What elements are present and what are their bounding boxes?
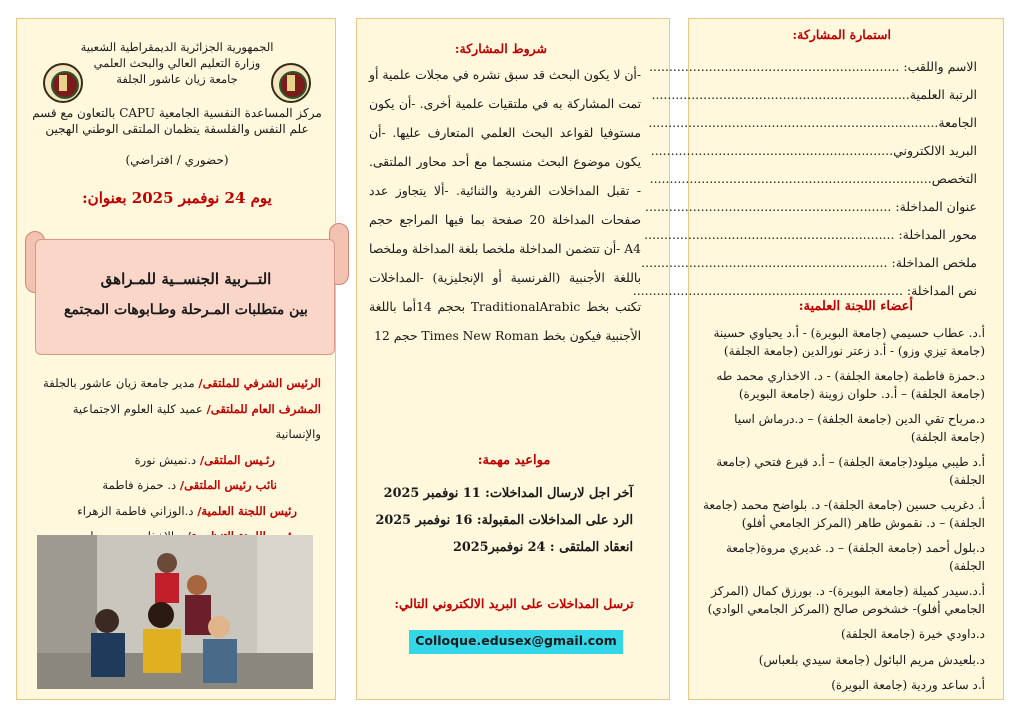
dates-list (373, 480, 633, 561)
title-line-1: التــربية الجنســية للمـراهق (100, 270, 272, 288)
role-vice-president (25, 473, 321, 499)
committee-member: د.حمزة فاطمة (جامعة الجلفة) - د. الاخذاري محمد طه (جامعة الجلفة) – أ.د. حلوان زوينة (جامعة البويرة) (716, 369, 985, 401)
role-label: نائب رئيس الملتقى/ (179, 478, 277, 492)
conditions-title: شروط المشاركة: (454, 41, 547, 56)
role-label: المشرف العام للملتقى/ (206, 401, 321, 416)
email-address[interactable]: Colloque.edusex@gmail.com (415, 633, 617, 648)
form-title: استمارة المشاركة: (792, 27, 891, 42)
role-supervisor (25, 397, 321, 448)
committee-member: د.بلول أحمد (جامعة الجلفة) – د. غديري مروة(جامعة الجلفة) (725, 541, 985, 573)
roles-list (25, 371, 321, 550)
header-block (77, 39, 277, 87)
date-conference: انعقاد الملتقى : 24 نوفمبر2025 (452, 540, 633, 555)
conditions-text: -أن لا يكون البحث قد سبق نشره في مجلات علمية أو تمت المشاركة به في ملتقيات علمية أخرى. -أن يكون مستوفيا لقواعد البحث العلمي المتعارف عليها. -أن يكون موضوع البحث منسجما مع أحد محاور الملتقى. - تقبل المداخلات الفردية والثنائية. -ألا يتجاوز عدد صفحات المداخلة 20 صفحة بما فيها المراجع حجم A4 -أن تتضمن المداخلة ملخصا بلغة المداخلة وملخصا باللغة الأجنبية (الفرنسية أو الإنجليزية) -المداخلات تكتب بخط TraditionalArabic بحجم 14أما باللغة الأجنبية فيكون بخط Times New Roman حجم 12 (369, 68, 641, 343)
form-field-text: نص المداخلة: .................................................................... (632, 283, 977, 298)
university-logo-right-icon (271, 63, 311, 103)
committee-member: أ. دغريب حسين (جامعة الجلفة)- د. بلواضح محمد (جامعة الجلفة) – د. نقموش طاهر (المركز الجامعي أفلو) (702, 498, 985, 530)
committee-list (699, 325, 985, 695)
teenagers-photo (37, 535, 313, 689)
committee-member: د.داودي خيرة (جامعة الجلفة) (840, 627, 985, 641)
event-mode: (حضوري / افتراضي) (125, 153, 229, 167)
middle-panel (356, 18, 670, 700)
organizer-text (23, 105, 331, 137)
date-acceptance: الرد على المداخلات المقبولة: 16 نوفمبر 2025 (375, 513, 633, 528)
email-intro: ترسل المداخلات على البريد الالكتروني التالي: (394, 596, 634, 611)
form-field-specialty: التخصص....................................................................... (649, 171, 977, 186)
committee-member: أ.د.سيدر كميلة (جامعة البويرة)- د. بورزق كمال (المركز الجامعي أفلو)- خشخوص صالح (المركز الجامعي الوادي) (707, 584, 985, 616)
role-label: رئـيس الملتقى/ (199, 452, 275, 467)
role-value: د. حمزة فاطمة (102, 478, 180, 492)
organizer-line-1: مركز المساعدة النفسية الجامعية CAPU بالتعاون مع قسم (32, 106, 322, 120)
form-field-title: عنوان المداخلة: .............................................................. (645, 199, 977, 214)
date-deadline: آخر اجل لارسال المداخلات: 11 نوفمبر 2025 (383, 486, 633, 501)
role-value: د.نميش نورة (134, 452, 200, 467)
role-value: عميد كلية العلوم الاجتماعية والإنسانية (72, 401, 321, 441)
committee-member: د.مرباح تقي الدين (جامعة الجلفة) – د.درماش اسيا (جامعة الجلفة) (734, 412, 985, 444)
role-president (25, 448, 321, 474)
form-field-rank: الرتبة العلمية................................................................. (651, 87, 977, 102)
form-field-summary: ملخص المداخلة: .............................................................. (641, 255, 977, 270)
role-label: رئيس اللجنة العلمية/ (197, 503, 297, 518)
form-field-university: الجامعة......................................................................... (648, 115, 977, 130)
role-value: د.الوزاني فاطمة الزهراء (77, 503, 198, 518)
form-field-axis: محور المداخلة: ............................................................... (644, 227, 977, 242)
committee-member: أ.د طيبي ميلود(جامعة الجلفة) – أ.د قيرع فتحي (جامعة الجلفة) (716, 455, 985, 487)
title-scroll (35, 239, 335, 355)
committee-title: أعضاء اللجنة العلمية: (798, 299, 913, 314)
committee-member: أ.د ساعد وردية (جامعة البويرة) (831, 678, 985, 692)
header-university: جامعة زيان عاشور الجلفة (116, 72, 238, 86)
role-scientific-head (25, 499, 321, 525)
role-label: الرئيس الشرفي للملتقى/ (198, 376, 321, 390)
role-honorary (25, 371, 321, 397)
dates-title: مواعيد مهمة: (477, 453, 551, 468)
right-panel (632, 18, 1004, 700)
committee-member: أ.د. عطاب حسيمي (جامعة البويرة) - أ.د يحياوي حسينة (جامعة تيزي وزو) - أ.د زعتر نورالدين (جامعة الجلفة) (713, 326, 985, 358)
organizer-line-2: علم النفس والفلسفة ينظمان الملتقى الوطني الهجين (45, 122, 309, 136)
form-field-email: البريد الالكتروني............................................................. (650, 143, 977, 158)
form-fields (632, 53, 977, 305)
form-field-name: الاسم واللقب: ............................................................... (649, 59, 977, 74)
header-ministry: وزارة التعليم العالي والبحث العلمي (93, 56, 261, 70)
role-value: مدير جامعة زيان عاشور بالجلفة (43, 376, 199, 390)
left-panel (16, 18, 336, 700)
title-line-2: بين متطلبات المـرحلة وطـابوهات المجتمع (64, 302, 308, 318)
header-republic: الجمهورية الجزائرية الديمقراطية الشعبية (80, 40, 274, 54)
committee-member: د.بلعيدش مريم البائول (جامعة سيدي بلعباس) (758, 652, 985, 667)
event-date-title: يوم 24 نوفمبر 2025 بعنوان: (82, 189, 272, 207)
